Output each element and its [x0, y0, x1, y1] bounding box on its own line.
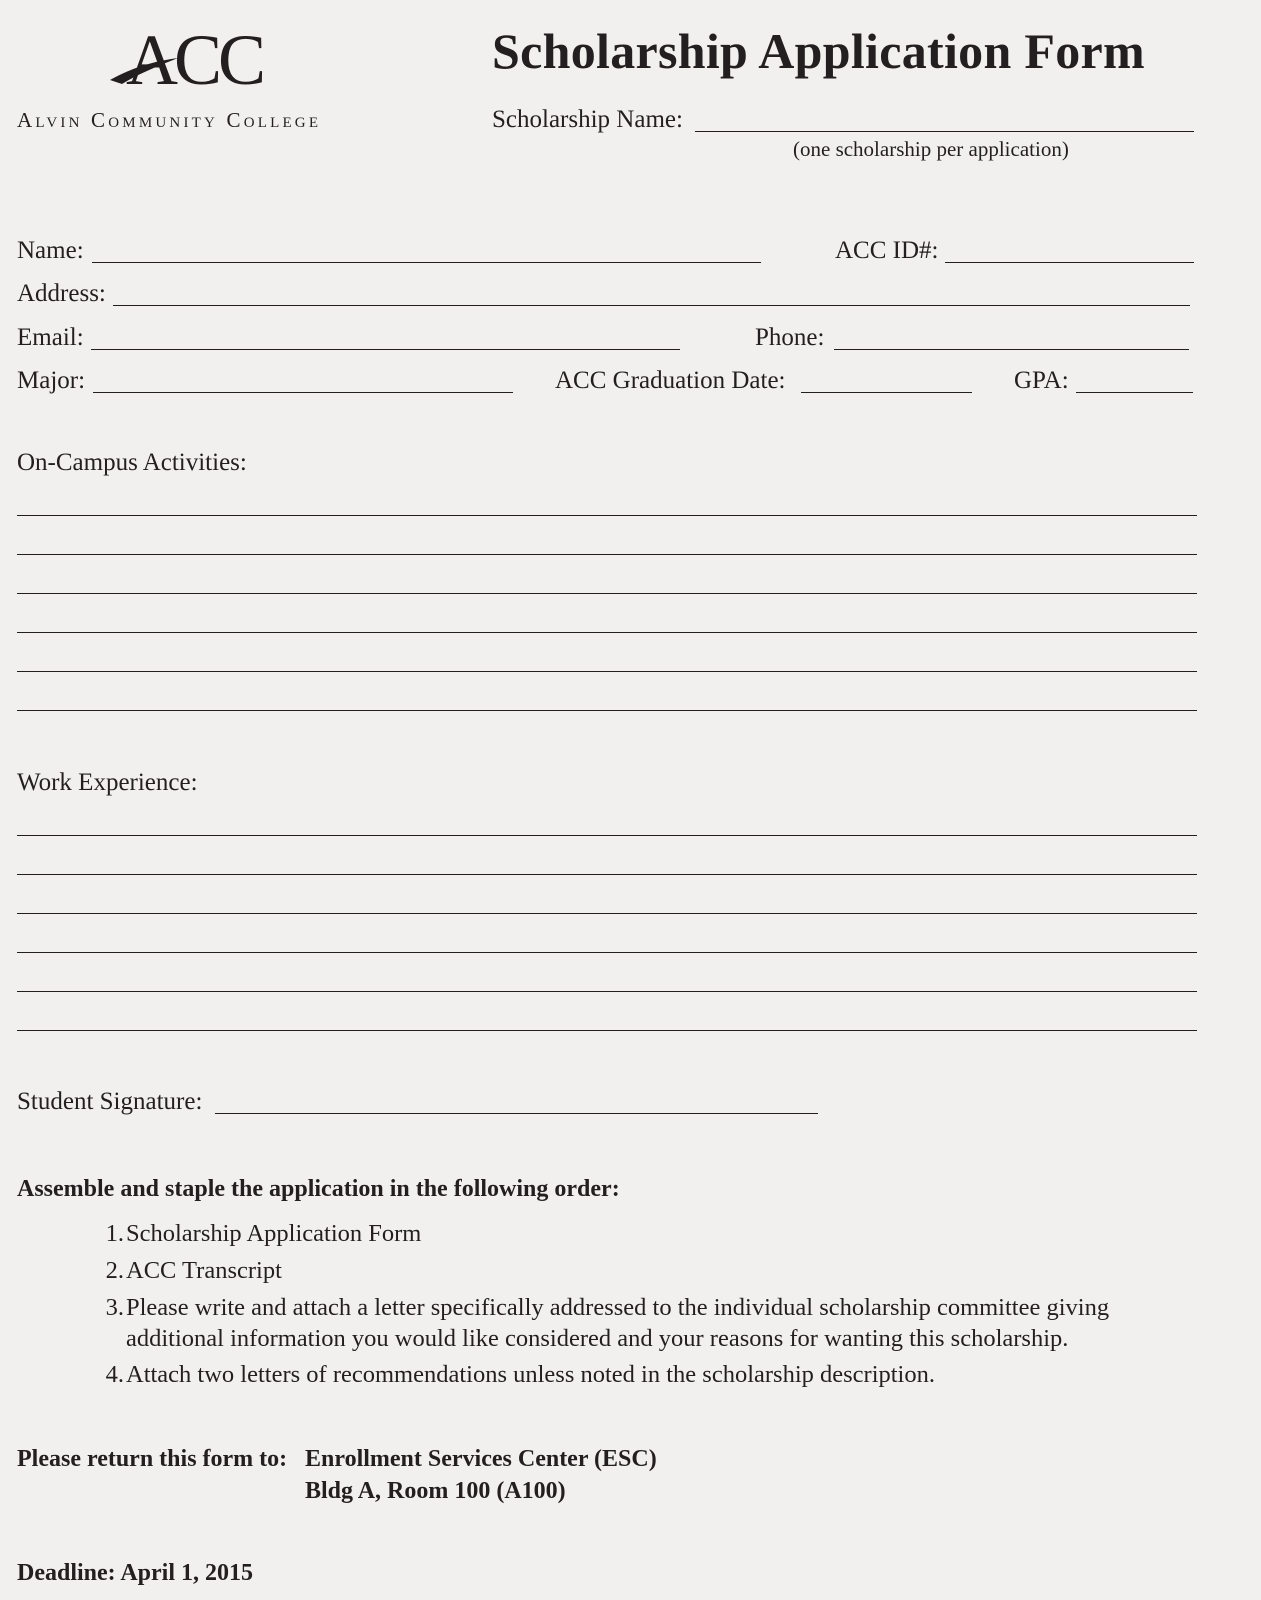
list-item [96, 1255, 1196, 1286]
scholarship-name-label: Scholarship Name: [492, 106, 683, 133]
list-item-text: Scholarship Application Form [126, 1220, 422, 1247]
logo-text: ACC [126, 22, 263, 97]
grad-date-field[interactable] [801, 392, 972, 393]
list-item [96, 1359, 1196, 1390]
college-name: Alvin Community College [17, 108, 322, 132]
work-line[interactable] [17, 952, 1197, 953]
address-label: Address: [17, 280, 106, 307]
activities-line[interactable] [17, 593, 1197, 594]
work-line[interactable] [17, 991, 1197, 992]
list-item-text: Please write and attach a letter specifically addressed to the individual scholarship committee giving additional information you would like considered and your reasons for wanting this scholarship. [126, 1294, 1110, 1352]
scholarship-note: (one scholarship per application) [793, 137, 1069, 161]
list-item-text: ACC Transcript [126, 1257, 282, 1284]
deadline: Deadline: April 1, 2015 [17, 1560, 254, 1586]
name-field[interactable] [92, 262, 761, 263]
name-label: Name: [17, 237, 84, 264]
list-item-text: Attach two letters of recommendations unless noted in the scholarship description. [126, 1361, 935, 1388]
work-line[interactable] [17, 1030, 1197, 1031]
list-item-number: 2. [105, 1257, 124, 1284]
acc-logo [108, 22, 288, 97]
work-line[interactable] [17, 835, 1197, 836]
email-label: Email: [17, 324, 84, 351]
activities-line[interactable] [17, 515, 1197, 516]
return-place: Enrollment Services Center (ESC) [305, 1446, 657, 1472]
activities-line[interactable] [17, 671, 1197, 672]
gpa-field[interactable] [1076, 392, 1193, 393]
work-line[interactable] [17, 913, 1197, 914]
signature-label: Student Signature: [17, 1088, 203, 1115]
activities-line[interactable] [17, 554, 1197, 555]
major-label: Major: [17, 367, 86, 394]
list-item [96, 1292, 1196, 1354]
list-item [96, 1218, 1196, 1249]
phone-label: Phone: [755, 324, 825, 351]
list-item-number: 4. [105, 1361, 124, 1388]
list-item-number: 1. [105, 1220, 124, 1247]
work-line[interactable] [17, 874, 1197, 875]
acc-id-label: ACC ID#: [835, 237, 939, 264]
signature-field[interactable] [215, 1113, 818, 1114]
major-field[interactable] [93, 392, 513, 393]
address-field[interactable] [113, 305, 1190, 306]
gpa-label: GPA: [1014, 367, 1069, 394]
return-label: Please return this form to: [17, 1446, 288, 1472]
scholarship-name-field[interactable] [695, 131, 1194, 132]
activities-line[interactable] [17, 632, 1197, 633]
grad-date-label: ACC Graduation Date: [555, 367, 786, 394]
acc-id-field[interactable] [945, 262, 1194, 263]
work-label: Work Experience: [17, 769, 198, 796]
phone-field[interactable] [834, 349, 1189, 350]
page-title: Scholarship Application Form [492, 23, 1145, 79]
return-room: Bldg A, Room 100 (A100) [305, 1478, 566, 1504]
email-field[interactable] [91, 349, 680, 350]
acc-logo-graphic [108, 22, 288, 97]
instructions-heading: Assemble and staple the application in the following order: [17, 1176, 620, 1202]
list-item-number: 3. [105, 1294, 124, 1321]
activities-line[interactable] [17, 710, 1197, 711]
activities-label: On-Campus Activities: [17, 449, 247, 476]
